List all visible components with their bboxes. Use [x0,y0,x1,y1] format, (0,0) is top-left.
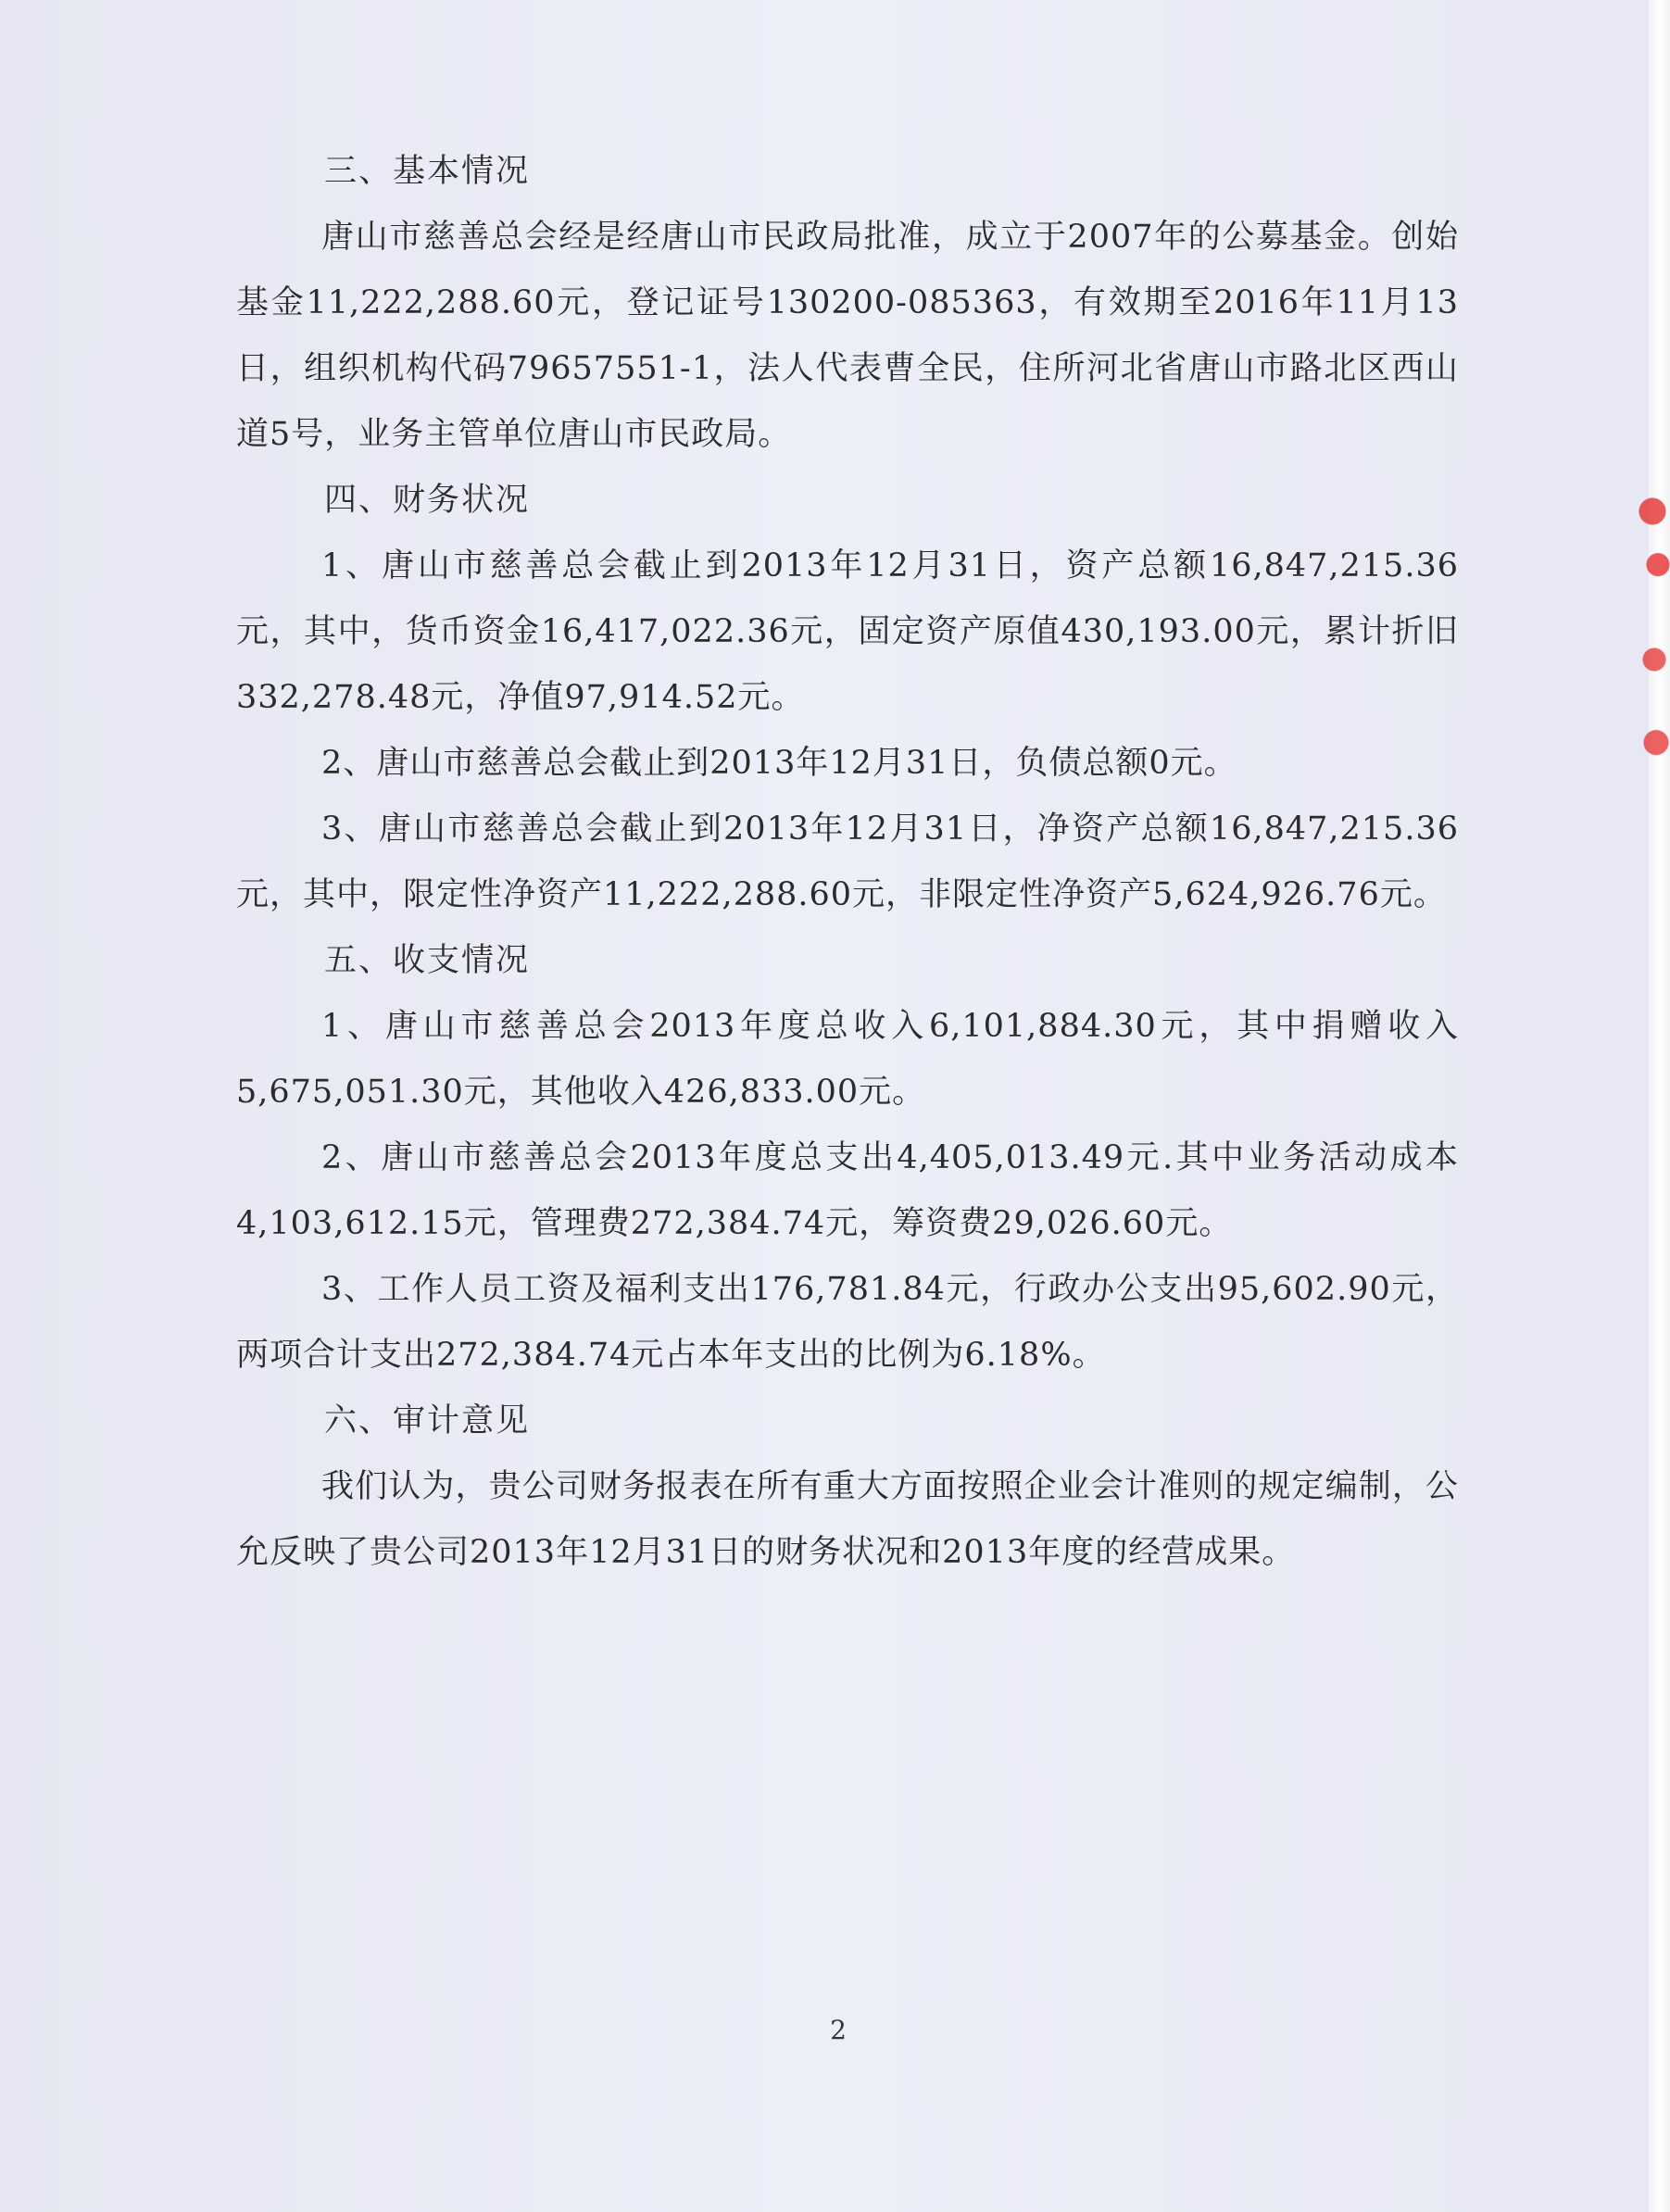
section-heading-financial-status: 四、财务状况 [324,482,531,519]
underlying-page-edge [1649,0,1670,2212]
paragraph-staff-costs: 3、工作人员工资及福利支出176,781.84元，行政办公支出95,602.90元，两项合计支出272,384.74元占本年支出的比例为6.18%。 [236,1271,1459,1374]
page-number: 2 [830,2015,847,2045]
section-heading-audit-opinion: 六、审计意见 [324,1402,531,1439]
document-body [236,139,1459,1586]
paragraph-assets: 1、唐山市慈善总会截止到2013年12月31日，资产总额16,847,215.36元，其中，货币资金16,417,022.36元，固定资产原值430,193.00元，累计折旧332,278.48元，净值97,914.52元。 [236,547,1459,716]
paragraph-audit-opinion: 我们认为，贵公司财务报表在所有重大方面按照企业会计准则的规定编制，公允反映了贵公司2013年12月31日的财务状况和2013年度的经营成果。 [236,1468,1459,1571]
red-seal-fragment [1638,482,1670,778]
paragraph-basic-info: 唐山市慈善总会经是经唐山市民政局批准，成立于2007年的公募基金。创始基金11,222,288.60元，登记证号130200-085363，有效期至2016年11月13日，组织机构代码79657551-1，法人代表曹全民，住所河北省唐山市路北区西山道5号，业务主管单位唐山市民政局。 [236,219,1459,453]
section-heading-basic-info: 三、基本情况 [324,153,531,190]
paragraph-liabilities: 2、唐山市慈善总会截止到2013年12月31日，负债总额0元。 [321,745,1237,782]
section-heading-income-expenditure: 五、收支情况 [324,942,531,979]
paragraph-expenditure: 2、唐山市慈善总会2013年度总支出4,405,013.49元.其中业务活动成本4,103,612.15元，管理费272,384.74元，筹资费29,026.60元。 [236,1139,1459,1242]
paragraph-income: 1、唐山市慈善总会2013年度总收入6,101,884.30元，其中捐赠收入5,675,051.30元，其他收入426,833.00元。 [236,1008,1459,1111]
paragraph-net-assets: 3、唐山市慈善总会截止到2013年12月31日，净资产总额16,847,215.36元，其中，限定性净资产11,222,288.60元，非限定性净资产5,624,926.76元。 [236,811,1459,913]
